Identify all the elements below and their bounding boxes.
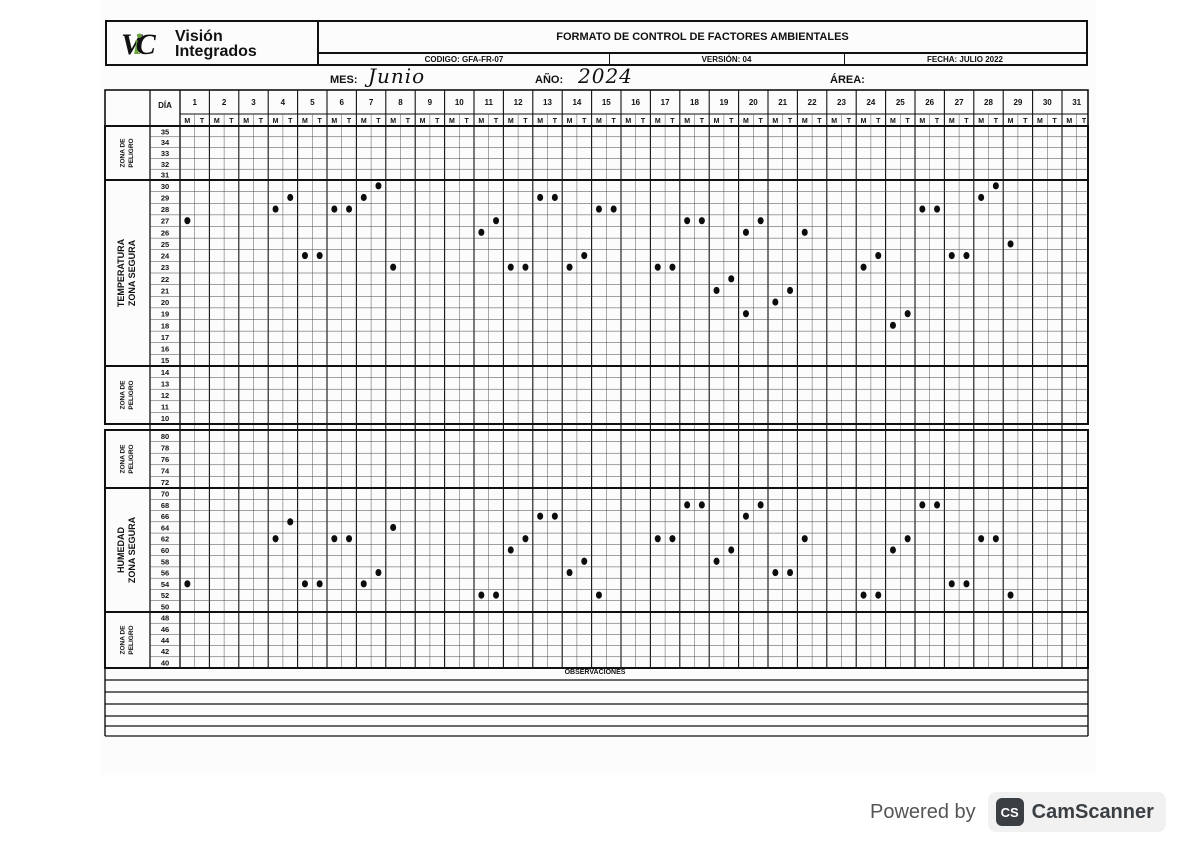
humidity-point xyxy=(669,535,675,542)
temperature-point xyxy=(1008,240,1014,247)
slot-label: T xyxy=(552,118,557,125)
logo-line2: Integrados xyxy=(175,43,257,60)
logo-mark-icon: ViC xyxy=(121,28,150,61)
slot-label: T xyxy=(464,118,469,125)
row-value-label: 74 xyxy=(160,466,170,476)
slot-label: M xyxy=(596,118,602,125)
humidity-point xyxy=(493,591,499,598)
row-value-label: 50 xyxy=(160,602,170,612)
row-value-label: 33 xyxy=(160,149,170,158)
day-number: 16 xyxy=(631,98,641,107)
row-value-label: 48 xyxy=(160,613,170,623)
camscanner-badge xyxy=(988,792,1166,832)
humidity-point xyxy=(302,580,308,587)
slot-label: T xyxy=(1023,118,1028,125)
slot-label: T xyxy=(199,118,205,125)
humidity-point xyxy=(919,501,925,508)
row-value-label: 70 xyxy=(160,489,170,499)
slot-label: M xyxy=(978,118,985,125)
day-number: 21 xyxy=(778,98,788,107)
temperature-point xyxy=(684,217,690,224)
row-value-label: 11 xyxy=(161,402,169,412)
form-code: CODIGO: GFA-FR-07 xyxy=(319,53,610,65)
row-value-label: 66 xyxy=(160,512,170,522)
slot-label: M xyxy=(919,118,926,125)
humidity-point xyxy=(596,591,602,598)
row-value-label: 72 xyxy=(160,478,170,488)
slot-label: M xyxy=(360,118,367,125)
section-frame xyxy=(105,430,1088,488)
section-label: ZONA SEGURA xyxy=(126,516,137,584)
humidity-point xyxy=(273,535,279,542)
row-value-label: 16 xyxy=(160,344,170,354)
powered-by-text: Powered by xyxy=(870,800,976,823)
section-label: ZONA DE xyxy=(119,444,127,474)
humidity-point xyxy=(537,513,543,520)
slot-label: M xyxy=(772,118,779,125)
temperature-point xyxy=(331,205,337,212)
slot-label: M xyxy=(1066,118,1073,125)
day-number: 22 xyxy=(807,98,817,107)
day-number: 26 xyxy=(925,98,935,107)
row-value-label: 19 xyxy=(160,309,170,319)
day-number: 14 xyxy=(572,98,582,107)
row-value-label: 46 xyxy=(160,624,170,634)
day-number: 9 xyxy=(427,98,433,107)
slot-label: M xyxy=(831,118,838,125)
slot-label: M xyxy=(478,118,485,125)
day-number: 20 xyxy=(748,98,758,107)
temperature-point xyxy=(317,252,323,259)
temperature-point xyxy=(273,205,279,212)
humidity-point xyxy=(1008,591,1014,598)
section-label: TEMPERATURA xyxy=(115,238,126,308)
temperature-point xyxy=(743,229,749,236)
temperature-point xyxy=(787,287,793,294)
row-value-label: 44 xyxy=(160,636,170,645)
slot-label: T xyxy=(817,118,822,125)
slot-label: T xyxy=(376,118,381,125)
row-value-label: 25 xyxy=(160,239,170,249)
temperature-point xyxy=(934,205,940,212)
row-value-label: 10 xyxy=(160,414,170,424)
row-value-label: 35 xyxy=(160,127,170,137)
slot-label: M xyxy=(302,118,308,125)
temperature-point xyxy=(963,252,969,259)
temperature-point xyxy=(743,310,749,317)
humidity-point xyxy=(861,591,867,598)
day-number: 7 xyxy=(368,98,374,107)
humidity-point xyxy=(287,518,293,525)
humidity-point xyxy=(508,546,514,553)
day-number: 8 xyxy=(398,98,403,107)
row-value-label: 76 xyxy=(160,455,170,464)
day-number: 18 xyxy=(690,98,699,107)
day-number: 31 xyxy=(1072,98,1082,107)
slot-label: T xyxy=(846,118,851,125)
humidity-point xyxy=(949,580,955,587)
humidity-point xyxy=(714,558,720,565)
slot-label: M xyxy=(948,118,955,125)
row-value-label: 27 xyxy=(160,216,170,226)
temperature-point xyxy=(875,252,881,259)
dia-label: DÍA xyxy=(158,101,172,110)
humidity-point xyxy=(346,535,352,542)
form-title: FORMATO DE CONTROL DE FACTORES AMBIENTALES xyxy=(319,22,1086,54)
row-value-label: 31 xyxy=(160,170,170,180)
camscanner-brand: CamScanner xyxy=(1031,800,1154,823)
temperature-point xyxy=(596,205,602,212)
mes-label: MES: xyxy=(330,74,358,86)
section-label: ZONA SEGURA xyxy=(126,239,137,307)
day-number: 15 xyxy=(601,98,611,107)
temperature-point xyxy=(772,298,778,305)
section-frame xyxy=(105,612,1088,668)
humidity-point xyxy=(390,524,396,531)
slot-label: T xyxy=(640,118,646,125)
day-number: 13 xyxy=(543,98,552,107)
day-number: 12 xyxy=(513,98,523,107)
humidity-point xyxy=(331,535,337,542)
slot-label: T xyxy=(1052,118,1057,125)
form-date: FECHA: JULIO 2022 xyxy=(926,54,1004,64)
temperature-point xyxy=(522,264,528,271)
temperature-point xyxy=(802,229,808,236)
slot-label: M xyxy=(419,118,426,125)
day-number: 6 xyxy=(339,98,344,107)
slot-label: T xyxy=(993,118,998,125)
section-label: PELIGRO xyxy=(127,625,135,655)
row-value-label: 30 xyxy=(160,181,170,191)
slot-label: M xyxy=(684,118,691,125)
section-label: ZONA DE xyxy=(119,138,127,168)
slot-label: M xyxy=(507,118,514,125)
area-label: ÁREA: xyxy=(830,74,865,86)
day-number: 11 xyxy=(484,98,493,107)
day-number: 2 xyxy=(221,98,227,107)
humidity-point xyxy=(478,591,484,598)
section-frame xyxy=(105,126,1088,180)
humidity-point xyxy=(184,580,190,587)
humidity-point xyxy=(567,569,573,576)
slot-label: T xyxy=(670,118,675,125)
humidity-point xyxy=(375,569,381,576)
slot-label: T xyxy=(964,118,969,125)
day-number: 30 xyxy=(1042,98,1052,107)
row-value-label: 26 xyxy=(160,228,170,238)
day-number: 25 xyxy=(895,98,905,107)
section-label: HUMEDAD xyxy=(115,527,126,573)
slot-label: T xyxy=(699,118,704,125)
humidity-point xyxy=(978,535,984,542)
row-value-label: 13 xyxy=(160,379,170,389)
temperature-point xyxy=(758,217,764,224)
observaciones-label: OBSERVACIONES xyxy=(564,669,626,676)
temperature-point xyxy=(669,264,675,271)
section-label: ZONA DE xyxy=(119,625,127,655)
temperature-point xyxy=(567,264,573,271)
temperature-point xyxy=(611,205,617,212)
row-value-label: 24 xyxy=(160,251,170,261)
logo-line1: Visión xyxy=(175,28,223,45)
humidity-point xyxy=(802,535,808,542)
humidity-point xyxy=(552,513,558,520)
humidity-point xyxy=(522,535,528,542)
humidity-point xyxy=(655,535,661,542)
temperature-point xyxy=(919,205,925,212)
day-number: 19 xyxy=(719,98,729,107)
row-value-label: 34 xyxy=(160,138,170,148)
slot-label: M xyxy=(566,118,573,125)
day-number: 24 xyxy=(866,98,876,107)
temperature-point xyxy=(655,264,661,271)
temperature-point xyxy=(993,182,999,189)
row-value-label: 52 xyxy=(160,591,170,601)
row-value-label: 62 xyxy=(160,534,170,544)
slot-label: M xyxy=(390,118,397,125)
temperature-point xyxy=(905,310,911,317)
slot-label: M xyxy=(743,118,749,125)
slot-label: M xyxy=(1007,118,1014,125)
anio-label: AÑO: xyxy=(535,74,564,86)
humidity-point xyxy=(993,535,999,542)
row-value-label: 56 xyxy=(160,568,170,578)
slot-label: M xyxy=(713,118,720,125)
slot-label: T xyxy=(346,118,352,125)
slot-label: T xyxy=(729,118,734,125)
humidity-point xyxy=(875,591,881,598)
humidity-point xyxy=(743,513,749,520)
temperature-point xyxy=(728,275,734,282)
humidity-point xyxy=(787,569,793,576)
day-number: 17 xyxy=(660,98,670,107)
slot-label: M xyxy=(449,118,455,125)
row-value-label: 12 xyxy=(160,391,170,400)
row-value-label: 29 xyxy=(160,193,170,203)
temperature-point xyxy=(714,287,720,294)
camscanner-watermark xyxy=(870,790,1166,834)
temperature-point xyxy=(361,194,367,201)
row-value-label: 21 xyxy=(160,286,170,296)
row-value-label: 28 xyxy=(160,205,170,215)
slot-label: M xyxy=(860,118,867,125)
temperature-point xyxy=(390,264,396,271)
slot-label: T xyxy=(435,118,440,125)
humidity-point xyxy=(772,569,778,576)
slot-label: T xyxy=(758,118,763,125)
slot-label: T xyxy=(405,118,410,125)
humidity-point xyxy=(890,546,896,553)
slot-label: M xyxy=(184,118,191,125)
slot-label: M xyxy=(272,118,279,125)
section-frame xyxy=(105,366,1088,424)
temperature-point xyxy=(537,194,543,201)
humidity-point xyxy=(728,546,734,553)
row-value-label: 32 xyxy=(160,159,170,169)
row-value-label: 14 xyxy=(160,367,170,377)
temperature-point xyxy=(552,194,558,201)
camscanner-logo-icon: CS xyxy=(996,798,1024,826)
temperature-point xyxy=(699,217,705,224)
humidity-point xyxy=(905,535,911,542)
row-value-label: 20 xyxy=(160,298,170,308)
slot-label: M xyxy=(243,118,250,125)
temperature-point xyxy=(302,252,308,259)
row-value-label: 58 xyxy=(160,557,170,567)
row-value-label: 68 xyxy=(160,500,170,510)
slot-label: T xyxy=(317,118,322,125)
day-number: 29 xyxy=(1013,98,1023,107)
row-value-label: 17 xyxy=(160,332,170,342)
slot-label: T xyxy=(1081,118,1087,125)
row-value-label: 23 xyxy=(160,263,170,273)
row-value-label: 42 xyxy=(160,647,170,657)
slot-label: M xyxy=(625,118,632,125)
section-label: PELIGRO xyxy=(127,444,135,474)
row-value-label: 18 xyxy=(160,321,170,331)
row-value-label: 54 xyxy=(160,579,170,589)
temperature-point xyxy=(184,217,190,224)
row-value-label: 40 xyxy=(160,658,170,668)
temperature-point xyxy=(581,252,587,259)
row-value-label: 80 xyxy=(160,431,170,441)
section-label: PELIGRO xyxy=(127,138,135,168)
slot-label: T xyxy=(905,118,910,125)
row-value-label: 64 xyxy=(160,523,170,533)
day-number: 3 xyxy=(251,98,256,107)
form-version: VERSIÓN: 04 xyxy=(609,53,845,65)
slot-label: M xyxy=(331,118,338,125)
day-number: 5 xyxy=(310,98,315,107)
temperature-point xyxy=(861,264,867,271)
slot-label: M xyxy=(537,118,544,125)
slot-label: M xyxy=(654,118,661,125)
temperature-point xyxy=(375,182,381,189)
day-number: 10 xyxy=(454,98,464,107)
row-value-label: 15 xyxy=(160,356,170,366)
section-label: PELIGRO xyxy=(127,380,135,410)
slot-label: T xyxy=(288,118,293,125)
humidity-point xyxy=(684,501,690,508)
temperature-point xyxy=(978,194,984,201)
humidity-point xyxy=(699,501,705,508)
mes-value: Junio xyxy=(368,64,426,88)
temperature-point xyxy=(890,322,896,329)
row-value-label: 60 xyxy=(160,546,170,555)
humidity-point xyxy=(934,501,940,508)
slot-label: T xyxy=(582,118,587,125)
section-label: ZONA DE xyxy=(119,380,127,410)
humidity-point xyxy=(963,580,969,587)
anio-value: 2024 xyxy=(578,64,633,88)
slot-label: M xyxy=(801,118,808,125)
day-number: 27 xyxy=(954,98,964,107)
temperature-point xyxy=(949,252,955,259)
slot-label: T xyxy=(934,118,940,125)
humidity-point xyxy=(758,501,764,508)
slot-label: T xyxy=(229,118,234,125)
temperature-point xyxy=(478,229,484,236)
temperature-point xyxy=(493,217,499,224)
day-number: 1 xyxy=(192,98,197,107)
humidity-point xyxy=(317,580,323,587)
day-number: 23 xyxy=(837,98,846,107)
row-value-label: 22 xyxy=(160,274,170,284)
humidity-point xyxy=(361,580,367,587)
day-number: 4 xyxy=(280,98,286,107)
slot-label: M xyxy=(1037,118,1043,125)
temperature-point xyxy=(346,205,352,212)
day-number: 28 xyxy=(984,98,993,107)
slot-label: T xyxy=(876,118,881,125)
row-value-label: 78 xyxy=(160,443,170,453)
humidity-point xyxy=(581,558,587,565)
slot-label: T xyxy=(493,118,499,125)
slot-label: T xyxy=(258,118,263,125)
temperature-point xyxy=(287,194,293,201)
slot-label: T xyxy=(787,118,793,125)
slot-label: T xyxy=(523,118,528,125)
slot-label: M xyxy=(213,118,220,125)
slot-label: T xyxy=(611,118,616,125)
slot-label: M xyxy=(890,118,896,125)
temperature-point xyxy=(508,264,514,271)
